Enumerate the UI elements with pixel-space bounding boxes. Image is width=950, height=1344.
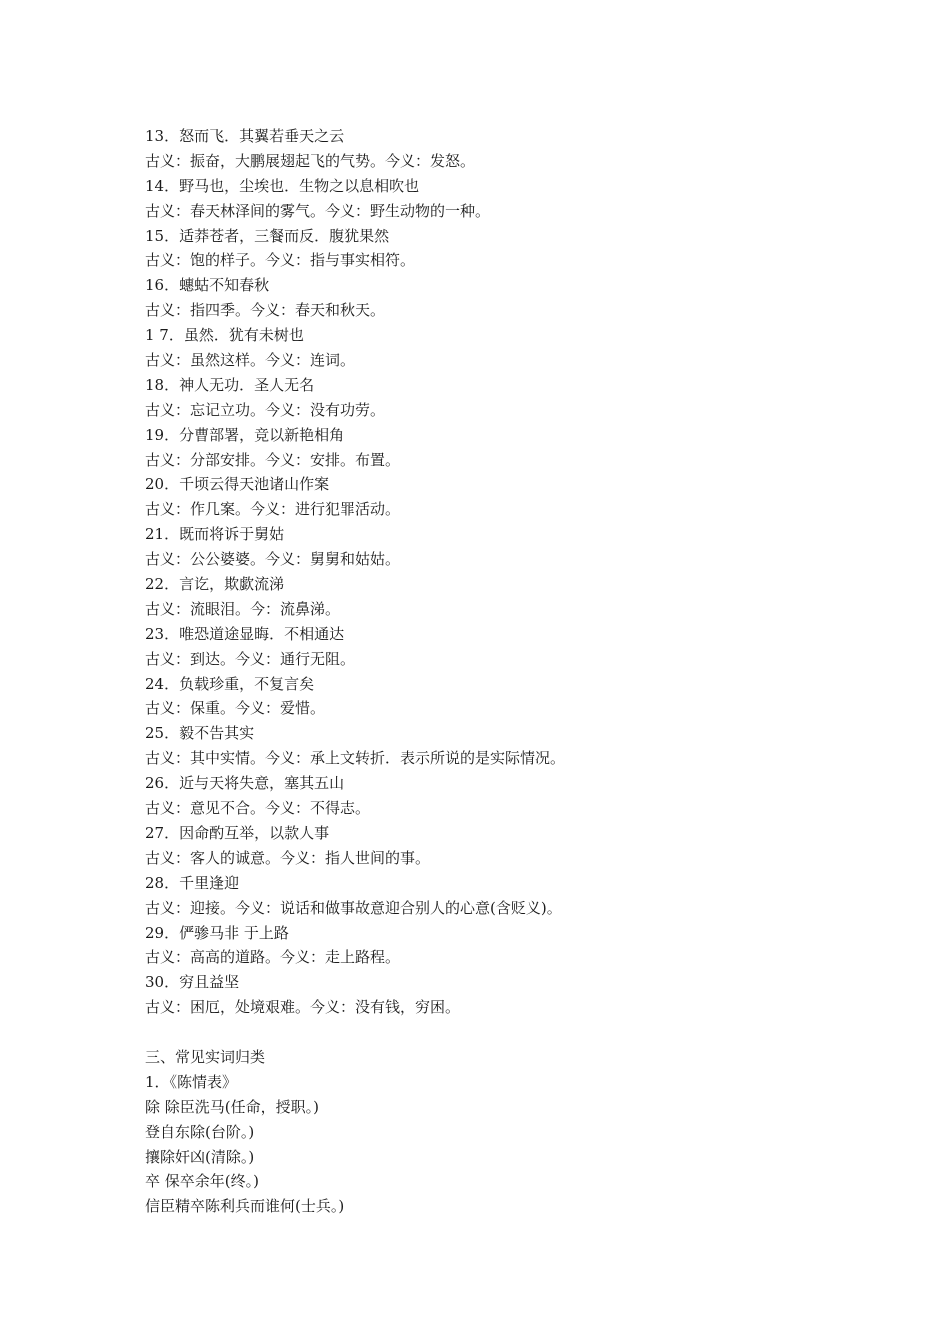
entry-sentence: 13．怒而飞．其翼若垂天之云 [145, 127, 345, 145]
entry-sentence: 21．既而将诉于舅姑 [145, 525, 285, 544]
entry-sentence: 19．分曹部署，竞以新艳相角 [145, 425, 345, 444]
section-line: 除 除臣洗马(任命，授职。) [145, 1097, 319, 1116]
entry-meaning: 古义：虽然这样。今义：连词。 [145, 351, 356, 370]
entry-sentence: 14．野马也，尘埃也．生物之以息相吹也 [145, 176, 420, 195]
entry-meaning: 古义：忘记立功。今义：没有功劳。 [145, 400, 386, 419]
entry-sentence: 28．千里逢迎 [145, 873, 240, 892]
entry-meaning: 古义：高高的道路。今义：走上路程。 [145, 948, 401, 967]
entry-sentence: 1 7．虽然．犹有未树也 [145, 326, 304, 345]
section-subheading: 1．《陈情表》 [145, 1072, 238, 1091]
entry-sentence: 27．因命酌互举，以款人事 [145, 823, 330, 842]
entry-sentence: 24．负载珍重，不复言矣 [145, 674, 315, 693]
entry-sentence: 30．穷且益坚 [145, 973, 240, 992]
entry-sentence: 29．俨骖马非 于上路 [145, 923, 289, 942]
entry-meaning: 古义：饱的样子。今义：指与事实相符。 [145, 251, 416, 270]
entry-meaning: 古义：意见不合。今义：不得志。 [145, 799, 371, 818]
section-gap [145, 1020, 905, 1045]
word-meaning-list [145, 124, 905, 1020]
entry-meaning: 古义：保重。今义：爱惜。 [145, 699, 326, 718]
section-line: 登自东除(台阶。) [145, 1122, 255, 1141]
entry-meaning: 古义：迎接。今义：说话和做事故意迎合别人的心意(含贬义)。 [145, 898, 562, 917]
entry-sentence: 18．神人无功．圣人无名 [145, 375, 315, 394]
entry-meaning: 古义：其中实情。今义：承上文转折．表示所说的是实际情况。 [145, 749, 566, 768]
entry-meaning: 古义：指四季。今义：春天和秋天。 [145, 301, 386, 320]
entry-meaning: 古义：到达。今义：通行无阻。 [145, 649, 356, 668]
entry-meaning: 古义：困厄，处境艰难。今义：没有钱，穷困。 [145, 998, 461, 1017]
entry-meaning: 古义：流眼泪。今：流鼻涕。 [145, 599, 341, 618]
section-line-list [145, 1095, 905, 1219]
entry-meaning: 古义：公公婆婆。今义：舅舅和姑姑。 [145, 550, 401, 569]
section-line: 卒 保卒余年(终。) [145, 1172, 259, 1191]
section-line: 信臣精卒陈利兵而谁何(士兵。) [145, 1197, 345, 1216]
entry-meaning: 古义：振奋，大鹏展翅起飞的气势。今义：发怒。 [145, 151, 476, 170]
entry-meaning: 古义：作几案。今义：进行犯罪活动。 [145, 500, 401, 519]
entry-meaning: 古义：春天林泽间的雾气。今义：野生动物的一种。 [145, 201, 491, 220]
entry-sentence: 16．蟪蛄不知春秋 [145, 276, 270, 295]
entry-sentence: 26．近与天将失意，塞其五山 [145, 774, 345, 793]
entry-meaning: 古义：分部安排。今义：安排。布置。 [145, 450, 401, 469]
document-page [145, 124, 905, 1219]
entry-sentence: 15．适莽苍者，三餐而反．腹犹果然 [145, 226, 390, 245]
entry-sentence: 23．唯恐道途显晦．不相通达 [145, 624, 345, 643]
entry-sentence: 25．毅不告其实 [145, 724, 255, 743]
entry-sentence: 20．千顷云得天池诸山作案 [145, 475, 330, 494]
entry-sentence: 22．言讫，欺歔流涕 [145, 575, 285, 594]
entry-meaning: 古义：客人的诚意。今义：指人世间的事。 [145, 848, 431, 867]
section-line: 攘除奸凶(清除。) [145, 1147, 255, 1166]
section-heading: 三、常见实词归类 [145, 1047, 266, 1066]
